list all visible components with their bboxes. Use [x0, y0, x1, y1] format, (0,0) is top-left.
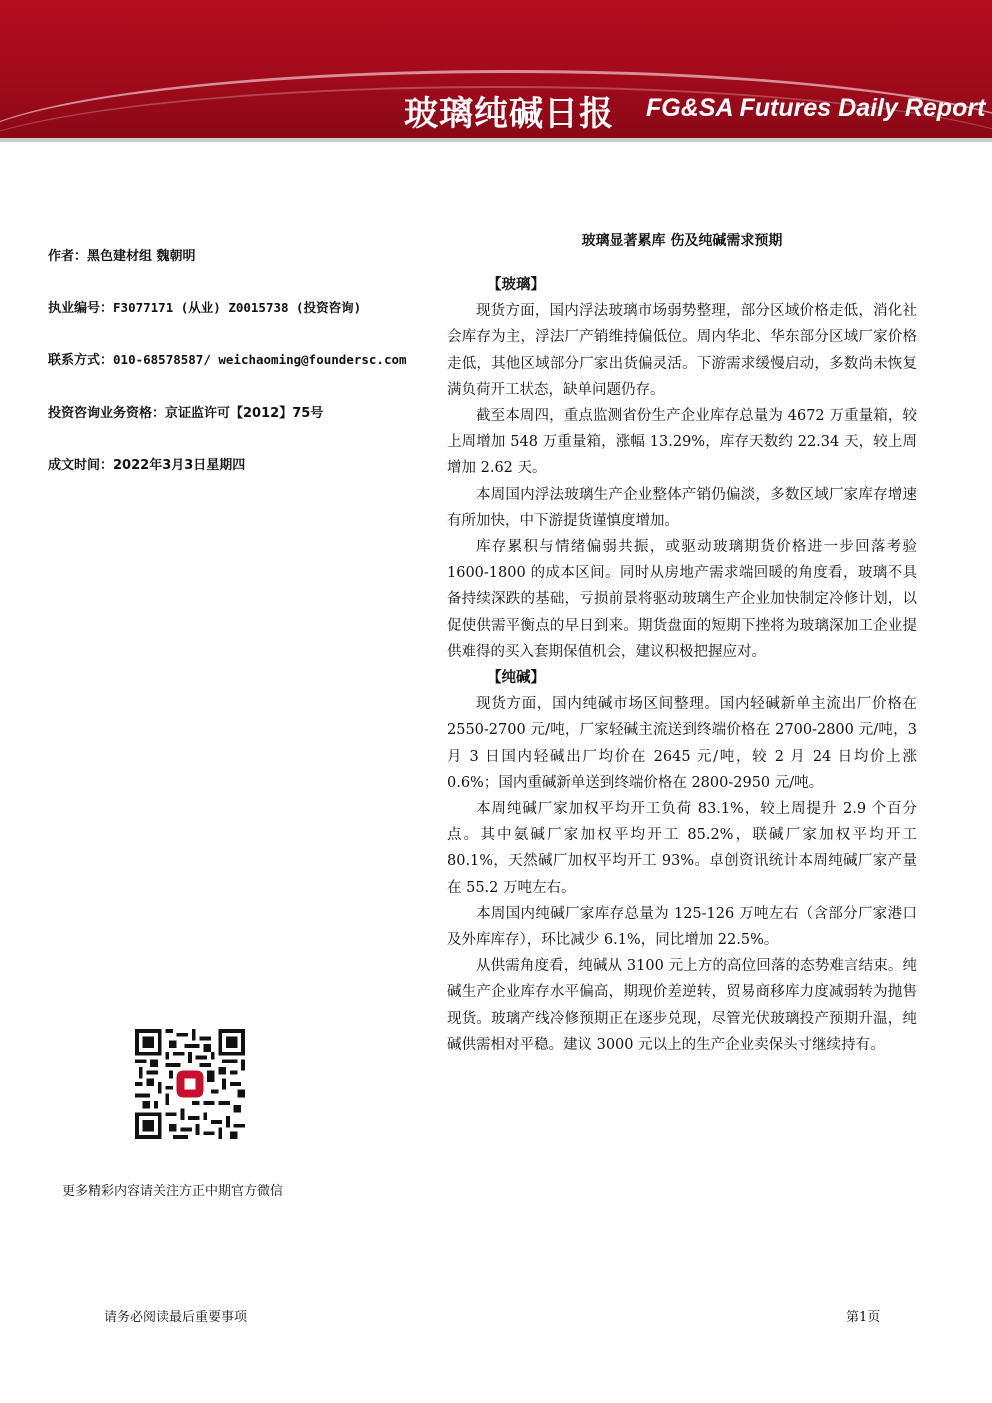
- qualification-label: 投资咨询业务资格：: [48, 406, 166, 421]
- contact-line: [48, 349, 407, 368]
- date-value: 2022年3月3日星期四: [113, 458, 246, 473]
- qualification-value: 京证监许可【2012】75号: [165, 406, 324, 421]
- page-number: 第1页: [846, 1310, 881, 1325]
- qr-caption: 更多精彩内容请关注方正中期官方微信: [62, 1184, 284, 1199]
- header-banner: [0, 0, 992, 140]
- glass-paragraph-3: 本周国内浮法玻璃生产企业整体产销仍偏淡，多数区域厂家库存增速有所加快，中下游提货谨慎度增加。: [447, 486, 917, 529]
- glass-paragraph-2: 截至本周四，重点监测省份生产企业库存总量为 4672 万重量箱，较上周增加 548 万重量箱，涨幅 13.29%，库存天数约 22.34 天，较上周增加 2.62 天。: [447, 408, 917, 477]
- section-glass-heading: 【玻璃】: [487, 277, 545, 293]
- report-title-en: FG&SA Futures Daily Report: [646, 94, 986, 122]
- soda-paragraph-3: 本周国内纯碱厂家库存总量为 125-126 万吨左右（含部分厂家港口及外库库存），环比减少 6.1%，同比增加 22.5%。: [447, 905, 917, 949]
- footer-disclaimer: 请务必阅读最后重要事项: [104, 1310, 248, 1325]
- glass-paragraph-1: 现货方面，国内浮法玻璃市场弱势整理，部分区域价格走低，消化社会库存为主，浮法厂产销维持偏低位。周内华北、华东部分区域厂家价格走低，其他区域部分厂家出货偏灵活。下游需求缓慢启动，多数尚未恢复满负荷开工状态，缺单问题仍存。: [447, 303, 917, 398]
- soda-paragraph-4: 从供需角度看，纯碱从 3100 元上方的高位回落的态势难言结束。纯碱生产企业库存水平偏高，期现价差逆转，贸易商移库力度减弱转为抛售现货。玻璃产线冷修预期正在逐步兑现，尽管光伏玻璃投产预期升温，纯碱供需相对平稳。建议 3000 元以上的生产企业卖保头寸继续持有。: [447, 958, 917, 1053]
- glass-paragraph-4: 库存累积与情绪偏弱共振，或驱动玻璃期货价格进一步回落考验 1600-1800 的成本区间。同时从房地产需求端回暖的角度看，玻璃不具备持续深跌的基础，亏损前景将驱动玻璃生产企业加快制定冷修计划，以促使供需平衡点的早日到来。期货盘面的短期下挫将为玻璃深加工企业提供难得的买入套期保值机会，建议积极把握应对。: [447, 539, 917, 660]
- contact-value: 010-68578587/ weichaoming@foundersc.com: [113, 352, 407, 367]
- date-label: 成文时间：: [48, 458, 114, 473]
- date-line: [48, 454, 245, 473]
- soda-paragraph-2: 本周纯碱厂家加权平均开工负荷 83.1%，较上周提升 2.9 个百分点。其中氨碱厂家加权平均开工 85.2%，联碱厂家加权平均开工 80.1%，天然碱厂加权平均开工 93%。卓创资讯统计本周纯碱厂家产量在 55.2 万吨左右。: [447, 801, 917, 896]
- author-line: [48, 245, 196, 264]
- qr-code-icon[interactable]: [135, 1029, 245, 1139]
- banner-divider: [0, 138, 992, 142]
- license-value: F3077171 (从业) Z0015738 (投资咨询): [113, 300, 362, 315]
- section-soda-heading: 【纯碱】: [487, 670, 545, 687]
- license-label: 执业编号：: [48, 301, 114, 316]
- article-headline: 玻璃显著累库 伤及纯碱需求预期: [581, 233, 783, 249]
- license-line: [48, 297, 361, 316]
- soda-paragraph-1: 现货方面，国内纯碱市场区间整理。国内轻碱新单主流出厂价格在 2550-2700 元/吨，厂家轻碱主流送到终端价格在 2700-2800 元/吨，3 月 3 日国内轻碱出厂均价在 2645 元/吨，较 2 月 24 日均价上涨 0.6%；国内重碱新单送到终端价格在 2800-2950 元/吨。: [447, 696, 917, 791]
- report-title-cn: 玻璃纯碱日报: [404, 94, 614, 134]
- author-label: 作者：: [48, 249, 88, 264]
- author-value: 黑色建材组 魏朝明: [87, 249, 196, 264]
- contact-label: 联系方式：: [48, 353, 114, 368]
- qualification-line: [48, 402, 323, 421]
- article-body: [447, 272, 917, 1058]
